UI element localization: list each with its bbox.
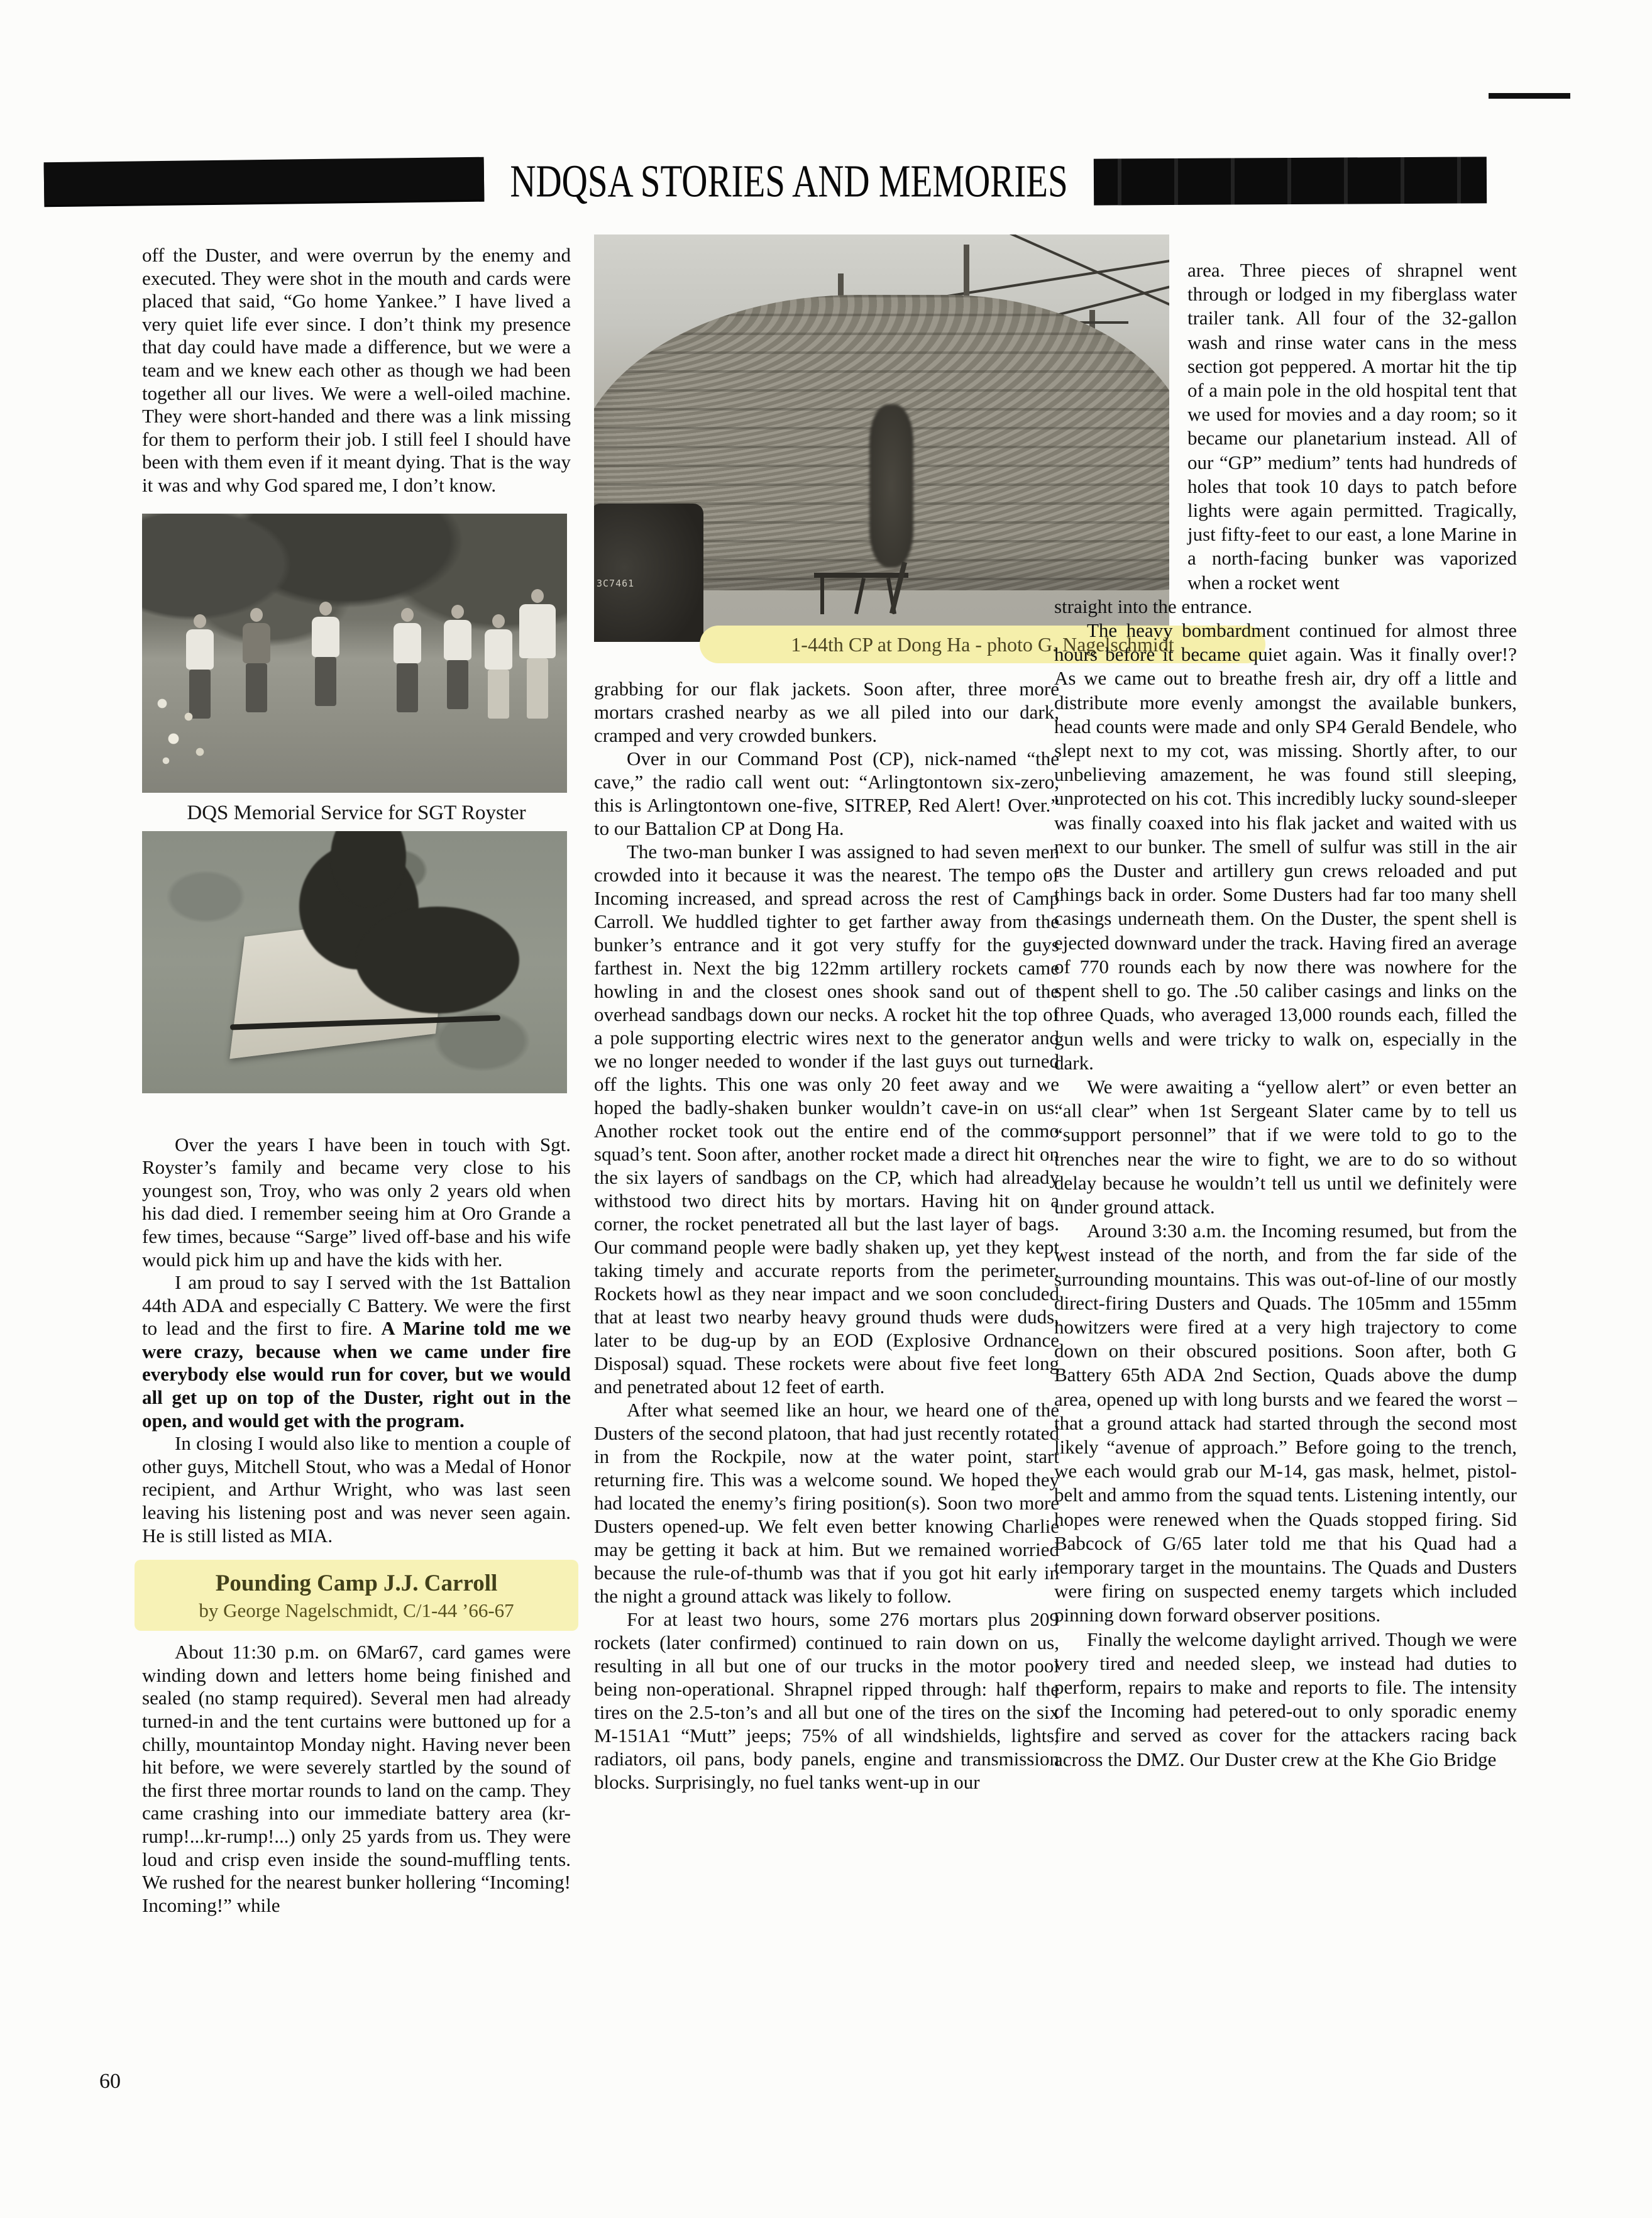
middle-column-text <box>594 677 1059 1794</box>
story-heading-highlight <box>135 1560 578 1631</box>
flowers <box>147 686 223 774</box>
person-figure <box>243 608 270 712</box>
header-bar-left <box>44 157 485 206</box>
cp-photo-caption: 1-44th CP at Dong Ha - photo G. Nagelschmidt <box>791 632 1174 656</box>
paragraph: grabbing for our flak jackets. Soon after, three more mortars crashed nearby as we all piled into our dark, cramped and very crowded bunkers. <box>594 678 1059 746</box>
memorial-service-photo <box>142 514 567 793</box>
vehicle <box>594 504 703 642</box>
section-title: NDQSA STORIES AND MEMORIES <box>510 155 1068 206</box>
narrow-wrap-text: area. Three pieces of shrapnel went through or lodged in my fiberglass water trailer tank. All four of the 32-gallon wash and rinse water cans in the mess section got peppered. A mortar hit the tip of a main pole in the old hospital tent that we used for movies and a day room; so it became our planetarium instead. All of our “GP” medium” tents had hundreds of holes that took 10 days to patch before lights were again permitted. Tragically, just fifty-feet to our east, a lone Marine in a north-facing bunker was vaporized when a rocket went <box>1187 259 1517 593</box>
paragraph: Over the years I have been in touch with Sgt. Royster’s family and became very close to his youngest son, Troy, who was only 2 years old when his dad died. I remember seeing him at Oro Grande a few times, because “Sarge” lived off-base and his wife would pick him up and have the kids with her. <box>142 1133 571 1271</box>
page-number: 60 <box>99 2070 121 2093</box>
paragraph-text: I am proud to say I served with the 1st Battalion 44th ADA and especially C Battery. We were the first to lead and the first to fire. <box>142 1271 571 1340</box>
bunker-entrance <box>869 404 913 568</box>
person-figure <box>519 589 556 719</box>
table-and-chairs <box>801 561 933 619</box>
corner-rule <box>1489 93 1570 99</box>
paragraph: Over in our Command Post (CP), nick-named “the cave,” the radio call went out: “Arlingtontown six-zero, this is Arlingtontown one-five, SITREP, Red Alert! Over.” to our Battalion CP at Dong Ha. <box>594 748 1059 839</box>
vehicle-marking: 3C7461 <box>597 578 635 589</box>
bold-passage: A Marine told me we were crazy, because when we came under fire everybody else would run for cover, but we would all get up on top of the Duster, right out in the open, and would get with the program. <box>142 1317 571 1432</box>
paragraph: We were awaiting a “yellow alert” or even better an “all clear” when 1st Sergeant Slater came by to tell us “support personnel” that if we were told to go to the trenches near the wire to fight, we are to do so without delay because he wouldn’t tell us until we definitely were under ground attack. <box>1054 1075 1517 1218</box>
paragraph: In closing I would also like to mention a couple of other guys, Mitchell Stout, who was a Medal of Honor recipient, and Arthur Wright, who was last seen leaving his listening post and was never seen again. He is still listed as MIA. <box>142 1432 571 1547</box>
section-header <box>44 152 1515 210</box>
paragraph: After what seemed like an hour, we heard one of the Dusters of the second platoon, that had just recently rotated in from the Rockpile, now at the water point, start returning fire. This was a welcome sound. We hoped they had located the enemy’s firing position(s). Soon two more Dusters opened-up. We felt even better knowing Charlie may be getting it back at him. But we remained worried because the rule-of-thumb was that if you got hit early in the night a ground attack was likely to follow. <box>594 1399 1059 1607</box>
grave-marker-photo <box>142 831 567 1093</box>
person-figure <box>312 602 339 706</box>
header-bar-right <box>1094 157 1487 205</box>
paragraph: off the Duster, and were overrun by the enemy and executed. They were shot in the mouth and cards were placed that said, “Go home Yankee.” I have lived a very quiet life ever since. I don’t think my presence that day could have made a difference, but we were a team and we knew each other as though we had been together all our lives. We were a well-oiled machine. They were short-handed and there was a link missing for them to perform their job. I still feel I should have been with them even if it meant dying. That is the way it was and why God spared me, I don’t know. <box>142 244 571 496</box>
paragraph: straight into the entrance. <box>1054 595 1253 617</box>
person-figure <box>394 608 421 712</box>
wreath <box>356 907 519 1013</box>
right-column <box>1054 242 1517 1772</box>
paragraph: Around 3:30 a.m. the Incoming resumed, but from the west instead of the north, and from the far side of the surrounding mountains. This was out-of-line of our mostly direct-firing Dusters and Quads. The 105mm and 155mm howitzers were fired at a very high trajectory to come down on their obscured positions. Soon after, both G Battery 65th ADA 2nd Section, Quads above the dump area, opened up with long bursts and we feared the worst – that a ground attack had started through the second most likely “avenue of approach.” Before going to the trench, we each would grab our M-14, gas mask, helmet, pistol-belt and ammo from the squad tents. Listening intently, our hopes were renewed when the Quads stopped firing. Sid Babcock of G/65 later told me that his Quad had a temporary target in the mountains. The Quads and Dusters were firing on suspected enemy targets which included pinning down forward observer positions. <box>1054 1220 1517 1626</box>
story-byline: by George Nagelschmidt, C/1-44 ’66-67 <box>199 1599 514 1622</box>
paragraph: About 11:30 p.m. on 6Mar67, card games were winding down and letters home being finished and sealed (no stamp required). Several men had already turned-in and the tent curtains were buttoned up for a chilly, mountaintop Monday night. Having never been hit before, we were severely startled by the sound of the first three mortar rounds to land on the camp. They came crashing into our immediate battery area (kr-rump!...kr-rump!...) only 25 yards from us. They were loud and crisp even inside the sound-muffling tents. We rushed for the nearest bunker hollering “Incoming! Incoming!” while <box>142 1641 571 1916</box>
paragraph: Finally the welcome daylight arrived. Though we were very tired and needed sleep, we instead had duties to perform, repairs to make and reports to file. The intensity of the Incoming had petered-out to only sporadic enemy fire and served as cover for the attackers racing back across the DMZ. Our Duster crew at the Khe Gio Bridge <box>1054 1628 1517 1770</box>
paragraph: For at least two hours, some 276 mortars plus 209 rockets (later confirmed) continued to rain down on us, resulting in all but one of our trucks in the motor pool being non-operational. Shrapnel ripped through: half the tires on the 2.5-ton’s and all but one of the tires on the six M-151A1 “Mutt” jeeps; 75% of all windshields, lights, radiators, oil pans, body panels, engine and transmission blocks. Surprisingly, no fuel tanks went-up in our <box>594 1608 1059 1793</box>
person-figure <box>444 605 471 709</box>
paragraph <box>142 1271 571 1432</box>
story-title: Pounding Camp J.J. Carroll <box>215 1570 498 1597</box>
paragraph: The heavy bombardment continued for almost three hours before it became quiet again. Was it finally over!? As we came out to breathe fresh air, dry off a little and distribute more evenly amongst the available bunkers, head counts were made and only SP4 Gerald Bendele, who slept next to my cot, was missing. Shortly after, to our unbelieving amazement, he was found still sleeping, unprotected on his cot. This incredibly lucky sound-sleeper was finally coaxed into his flak jacket and waited with us next to our bunker. The smell of sulfur was still in the air as the Duster and artillery gun crews reloaded and put things back in order. Some Dusters had far too many shell casings underneath them. On the Duster, the spent shell is ejected downward under the track. Having fired an average of 770 rounds each by now there was nowhere for the spent shell to go. The .50 caliber casings and links on the three Quads, who averaged 13,000 rounds each, filled the gun wells and were tricky to walk on, especially in the dark. <box>1054 619 1517 1074</box>
paragraph: The two-man bunker I was assigned to had seven men crowded into it because it was the nearest. The tempo of Incoming increased, and spread across the rest of Camp Carroll. We huddled tighter to get farther away from the bunker’s entrance and it got very stuffy for the guys farthest in. Next the big 122mm artillery rockets came howling in and the closest ones shook sand out of the overhead sandbags down our necks. A rocket hit the top of a pole supporting electric wires next to the generator and we no longer needed to wonder if the last guys out turned off the lights. This one was only 20 feet away and we hoped the badly-shaken bunker wouldn’t cave-in on us. Another rocket took out the entire end of the commo squad’s tent. Soon after, another rocket made a direct hit on the six layers of sandbags on the CP, which had already withstood two direct hits by mortars. Having hit on a corner, the rocket penetrated all but the last layer of bags. Our command people were badly shaken up, yet they kept taking timely and accurate reports from the perimeter. Rockets howl as they near impact and we soon concluded that at least two nearby heavy ground thuds were duds, later to be dug-up by an EOD (Explosive Ordnance Disposal) squad. These rockets were about five feet long and penetrated about 12 feet of earth. <box>594 841 1059 1398</box>
person-figure <box>485 614 512 719</box>
memorial-photo-caption: DQS Memorial Service for SGT Royster <box>187 801 526 824</box>
left-column <box>142 244 571 1917</box>
